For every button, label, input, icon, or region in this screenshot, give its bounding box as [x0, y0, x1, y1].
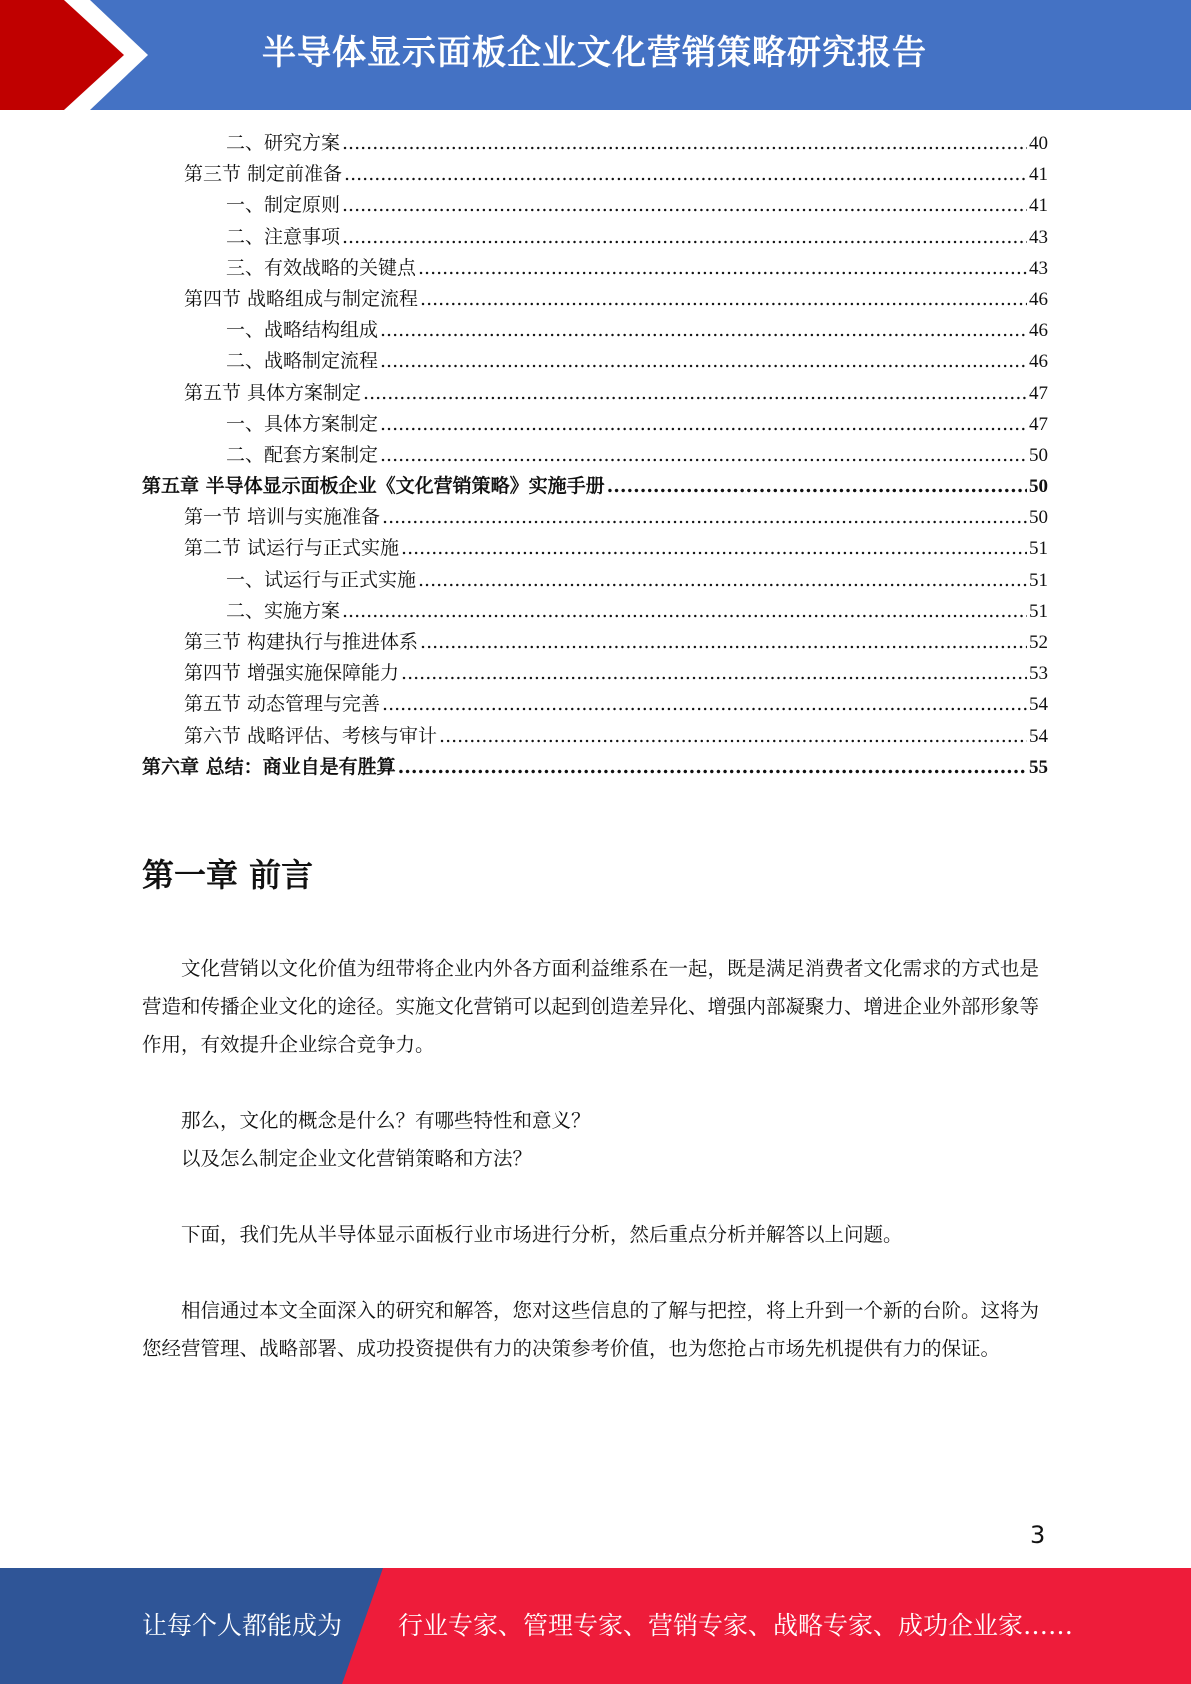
toc-leader-dots [363, 378, 1027, 409]
paragraph: 文化营销以文化价值为纽带将企业内外各方面利益维系在一起，既是满足消费者文化需求的方式也是营造和传播企业文化的途径。实施文化营销可以起到创造差异化、增强内部凝聚力、增进企业外部形象等作用，有效提升企业综合竞争力。 [142, 957, 1040, 1056]
toc-entry-page: 50 [1029, 507, 1048, 529]
table-of-contents [142, 128, 1048, 783]
toc-leader-dots [380, 315, 1027, 346]
toc-leader-dots [382, 502, 1027, 533]
toc-leader-dots [382, 689, 1027, 720]
toc-entry-title: 第一节 培训与实施准备 [184, 506, 381, 529]
toc-entry-page: 41 [1029, 164, 1048, 186]
toc-leader-dots [380, 409, 1027, 440]
toc-entry-page: 51 [1029, 538, 1048, 560]
toc-entry-title: 二、研究方案 [226, 132, 341, 154]
toc-entry[interactable] [142, 253, 1048, 284]
toc-entry-title: 二、战略制定流程 [226, 350, 379, 373]
page-number: 3 [1030, 1521, 1046, 1549]
toc-entry[interactable] [142, 315, 1048, 346]
toc-leader-dots [342, 222, 1027, 253]
toc-entry-page: 50 [1029, 444, 1048, 466]
toc-entry[interactable] [142, 596, 1048, 627]
toc-leader-dots [342, 190, 1027, 221]
toc-entry-title: 第四节 战略组成与制定流程 [184, 287, 419, 310]
toc-entry-title: 第二节 试运行与正式实施 [184, 537, 400, 560]
toc-leader-dots [398, 752, 1027, 783]
toc-entry[interactable] [142, 565, 1048, 596]
chapter-heading: 第一章 前言 [142, 856, 314, 894]
toc-leader-dots [380, 440, 1027, 471]
toc-entry-title: 二、配套方案制定 [226, 443, 379, 466]
toc-entry-title: 第四节 增强实施保障能力 [184, 662, 400, 685]
toc-entry-title: 第三节 构建执行与推进体系 [184, 631, 419, 653]
toc-entry-page: 41 [1029, 195, 1048, 217]
toc-leader-dots [607, 471, 1027, 502]
toc-entry[interactable] [142, 284, 1048, 315]
toc-entry-title: 第五章 半导体显示面板企业《文化营销策略》实施手册 [142, 475, 605, 498]
toc-entry[interactable] [142, 378, 1048, 409]
paragraph: 相信通过本文全面深入的研究和解答，您对这些信息的了解与把控，将上升到一个新的台阶。这将为您经营管理、战略部署、成功投资提供有力的决策参考价值，也为您抢占市场先机提供有力的保证。 [142, 1299, 1040, 1360]
toc-entry-page: 46 [1029, 288, 1048, 310]
toc-entry-title: 三、有效战略的关键点 [226, 256, 417, 279]
toc-entry-title: 二、实施方案 [226, 599, 341, 622]
toc-entry[interactable] [142, 689, 1048, 720]
page-header [0, 0, 1191, 110]
toc-entry-page: 46 [1029, 351, 1048, 373]
toc-entry-title: 一、具体方案制定 [226, 412, 379, 435]
toc-leader-dots [420, 627, 1027, 658]
toc-entry[interactable] [142, 658, 1048, 689]
toc-entry-title: 第三节 制定前准备 [184, 163, 343, 186]
toc-entry-page: 53 [1029, 663, 1048, 685]
toc-entry-title: 第六章 总结：商业自是有胜算 [142, 755, 396, 778]
toc-entry[interactable] [142, 222, 1048, 253]
toc-entry-page: 43 [1029, 226, 1048, 248]
toc-entry-title: 二、注意事项 [226, 225, 341, 248]
toc-entry-title: 一、试运行与正式实施 [226, 568, 417, 591]
toc-entry[interactable] [142, 159, 1048, 190]
toc-entry-page: 51 [1029, 600, 1048, 622]
toc-entry-page: 50 [1029, 476, 1048, 498]
page-footer [0, 1568, 1191, 1684]
toc-entry-chapter[interactable] [142, 752, 1048, 783]
toc-entry-page: 55 [1029, 756, 1048, 778]
toc-entry-page: 43 [1029, 257, 1048, 279]
toc-entry-page: 47 [1029, 382, 1048, 404]
toc-entry-title: 一、战略结构组成 [226, 319, 379, 342]
toc-leader-dots [401, 658, 1027, 689]
toc-leader-dots [401, 533, 1027, 564]
toc-entry-page: 51 [1029, 569, 1048, 591]
toc-entry-title: 第六节 战略评估、考核与审计 [184, 724, 438, 747]
toc-entry-page: 54 [1029, 694, 1048, 716]
toc-leader-dots [342, 128, 1027, 159]
toc-entry[interactable] [142, 346, 1048, 377]
toc-entry-title: 第五节 具体方案制定 [184, 381, 362, 404]
toc-entry-page: 46 [1029, 320, 1048, 342]
toc-entry[interactable] [142, 440, 1048, 471]
toc-entry[interactable] [142, 190, 1048, 221]
toc-entry[interactable] [142, 502, 1048, 533]
toc-leader-dots [439, 721, 1027, 752]
footer-slogan-left: 让每个人都能成为 [142, 1611, 343, 1640]
toc-entry-page: 40 [1029, 133, 1048, 154]
toc-entry-page: 47 [1029, 413, 1048, 435]
toc-leader-dots [344, 159, 1027, 190]
toc-leader-dots [418, 253, 1027, 284]
paragraph: 以及怎么制定企业文化营销策略和方法？ [181, 1147, 533, 1170]
report-title: 半导体显示面板企业文化营销策略研究报告 [262, 33, 927, 73]
toc-entry[interactable] [142, 533, 1048, 564]
toc-entry[interactable] [142, 721, 1048, 752]
footer-slogan-right: 行业专家、管理专家、营销专家、战略专家、成功企业家…… [398, 1611, 1074, 1640]
toc-leader-dots [420, 284, 1027, 315]
toc-leader-dots [342, 596, 1027, 627]
chevron-arrow-icon [0, 0, 160, 110]
toc-leader-dots [380, 346, 1027, 377]
toc-entry-page: 52 [1029, 632, 1048, 653]
toc-leader-dots [418, 565, 1027, 596]
toc-entry-chapter[interactable] [142, 471, 1048, 502]
toc-entry-title: 第五节 动态管理与完善 [184, 693, 381, 716]
toc-entry-title: 一、制定原则 [226, 194, 341, 217]
toc-entry[interactable] [142, 128, 1048, 159]
toc-entry[interactable] [142, 627, 1048, 658]
paragraph: 下面，我们先从半导体显示面板行业市场进行分析，然后重点分析并解答以上问题。 [181, 1223, 903, 1246]
paragraph: 那么，文化的概念是什么？有哪些特性和意义？ [181, 1109, 591, 1132]
toc-entry-page: 54 [1029, 725, 1048, 747]
toc-entry[interactable] [142, 409, 1048, 440]
